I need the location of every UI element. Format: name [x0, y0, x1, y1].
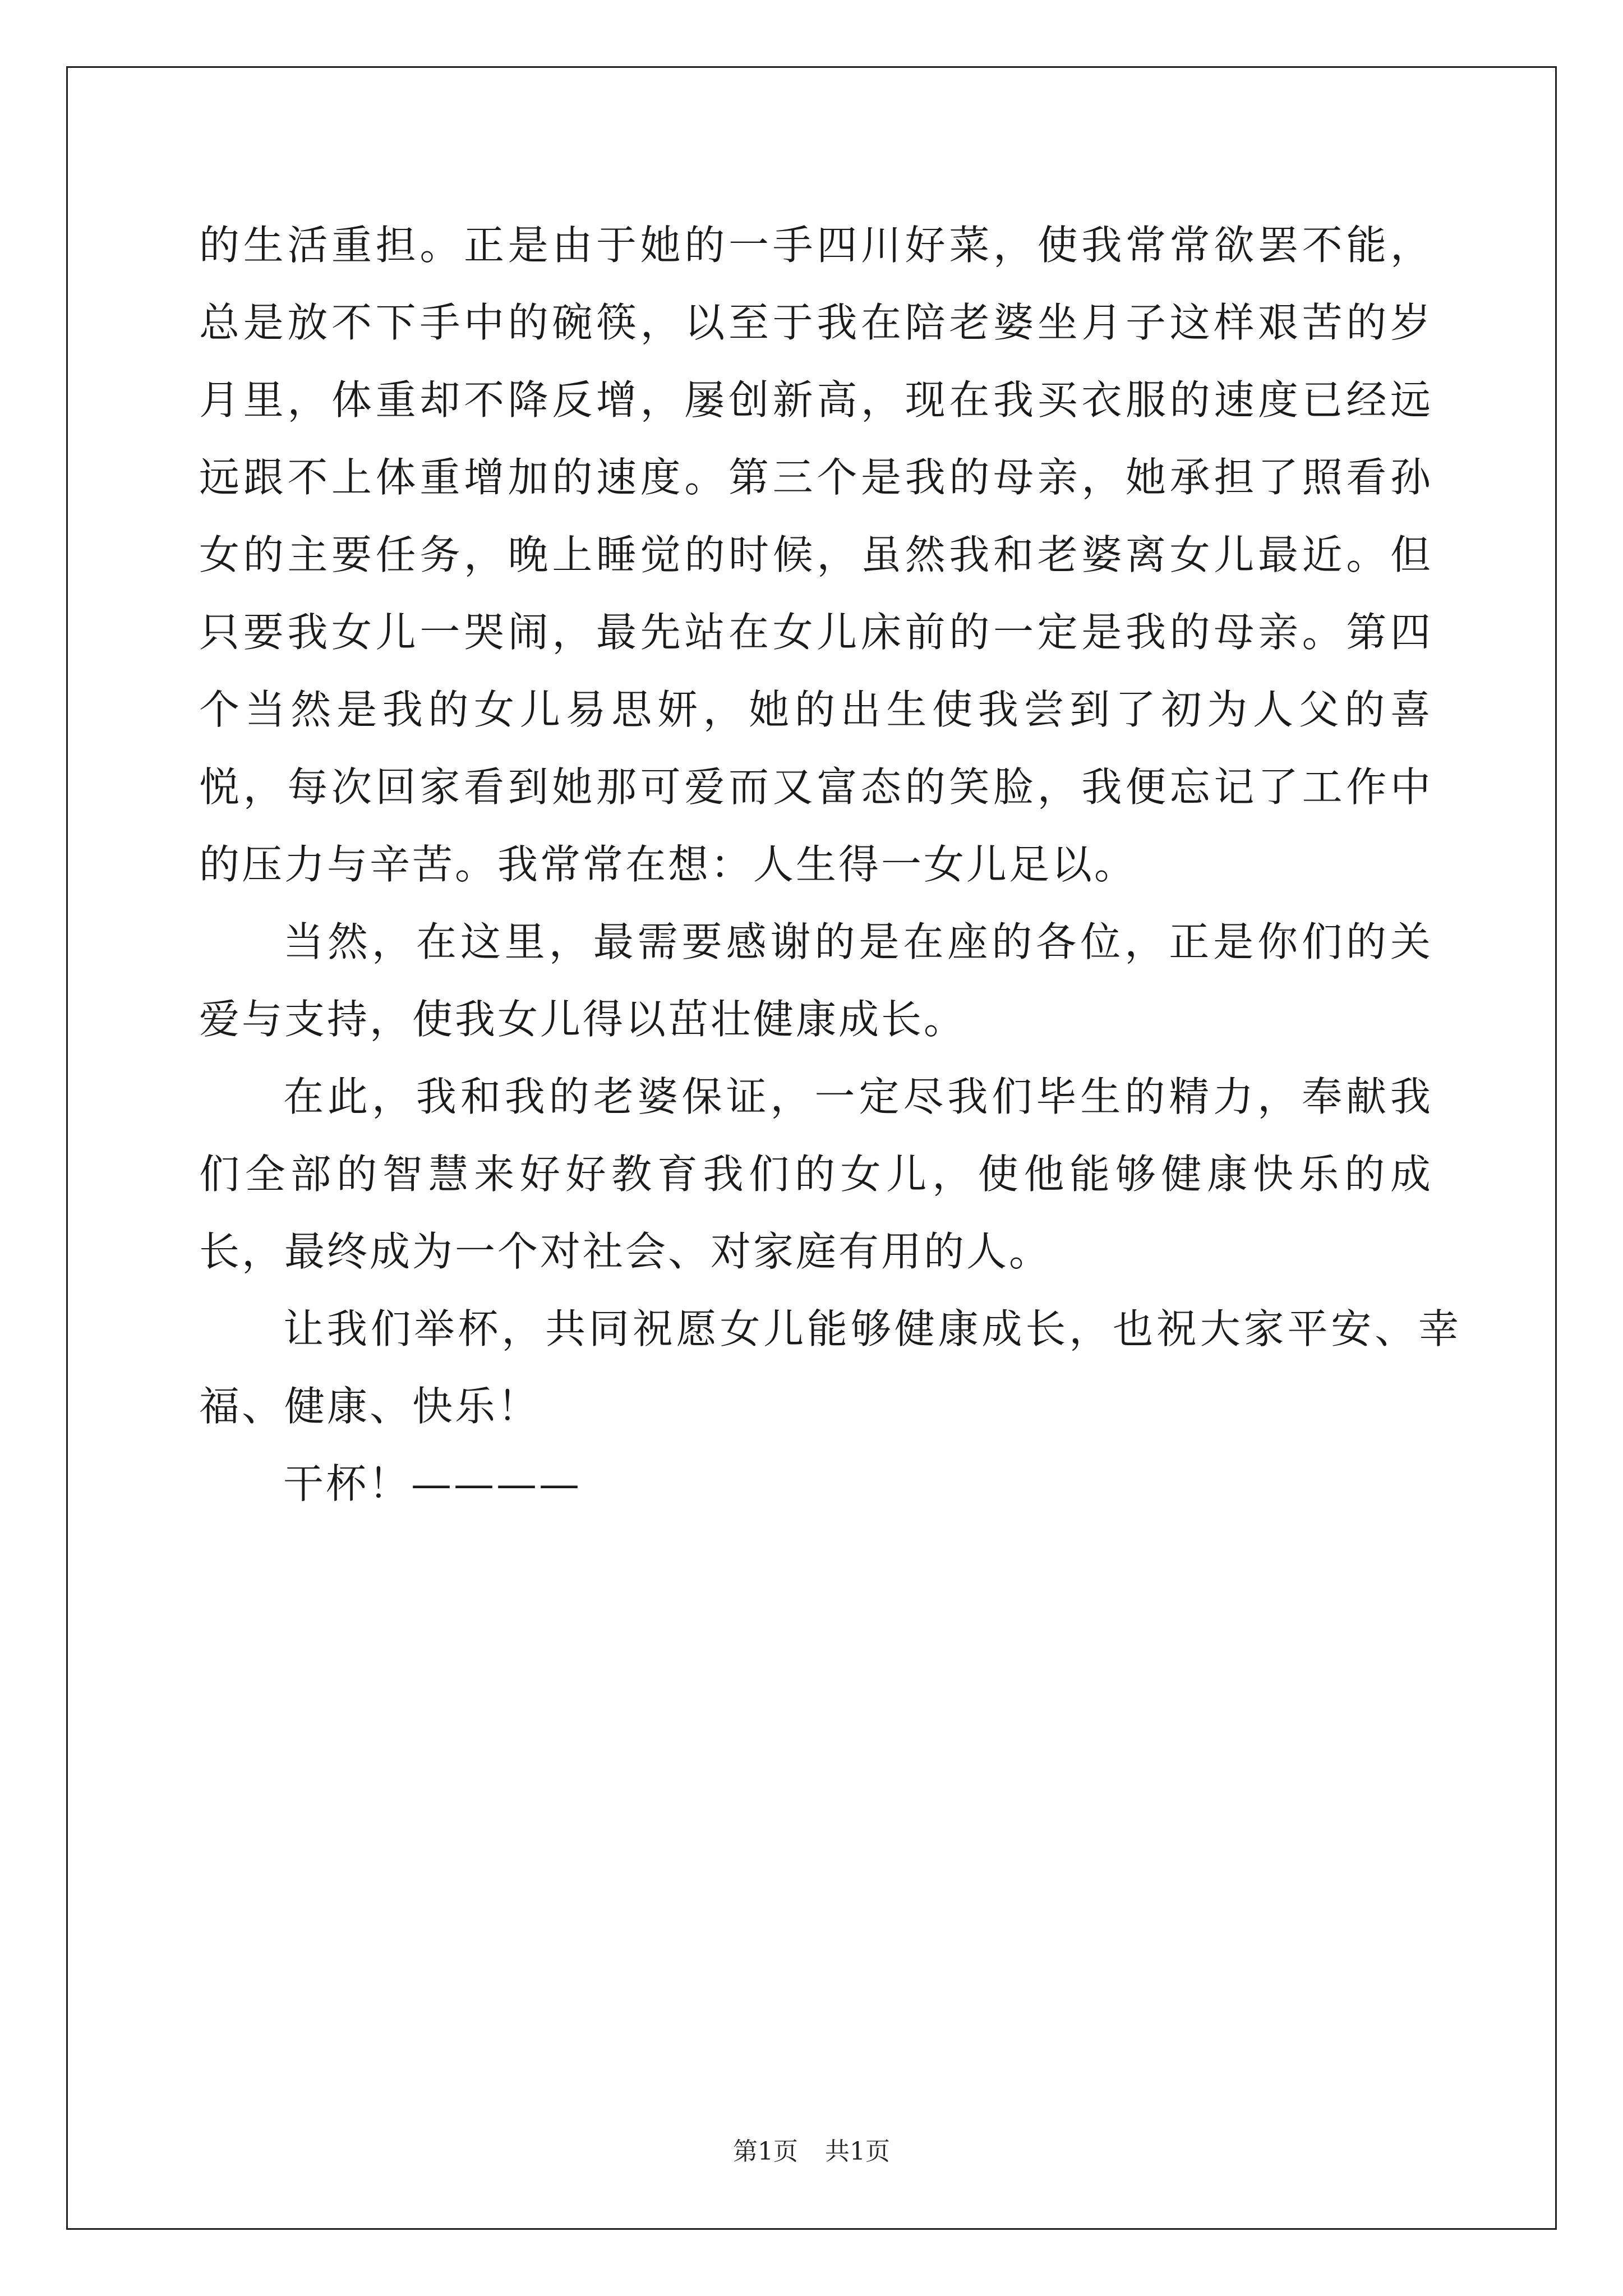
page-number-total: 共1页 — [825, 2137, 890, 2166]
page-number-current: 第1页 — [733, 2137, 798, 2166]
page-footer — [0, 2135, 1623, 2169]
paragraph-thanks-guests: 当然，在这里，最需要感谢的是在座的各位，正是你们的关爱与支持，使我女儿得以茁壮健康成长。 — [199, 918, 1433, 1043]
paragraph-continuation: 的生活重担。正是由于她的一手四川好菜，使我常常欲罢不能，总是放不下手中的碗筷，以至于我在陪老婆坐月子这样艰苦的岁月里，体重却不降反增，屡创新高，现在我买衣服的速度已经远远跟不上体重增加的速度。第三个是我的母亲，她承担了照看孙女的主要任务，晚上睡觉的时候，虽然我和老婆离女儿最近。但只要我女儿一哭闹，最先站在女儿床前的一定是我的母亲。第四个当然是我的女儿易思妍，她的出生使我尝到了初为人父的喜悦，每次回家看到她那可爱而又富态的笑脸，我便忘记了工作中的压力与辛苦。我常常在想：人生得一女儿足以。 — [199, 222, 1433, 888]
paragraph-cheers: 干杯！———— — [283, 1460, 582, 1507]
document-body — [199, 206, 1461, 1522]
paragraph-toast: 让我们举杯，共同祝愿女儿能够健康成长，也祝大家平安、幸福、健康、快乐！ — [199, 1305, 1461, 1430]
paragraph-promise: 在此，我和我的老婆保证，一定尽我们毕生的精力，奉献我们全部的智慧来好好教育我们的女儿，使他能够健康快乐的成长，最终成为一个对社会、对家庭有用的人。 — [199, 1073, 1433, 1275]
